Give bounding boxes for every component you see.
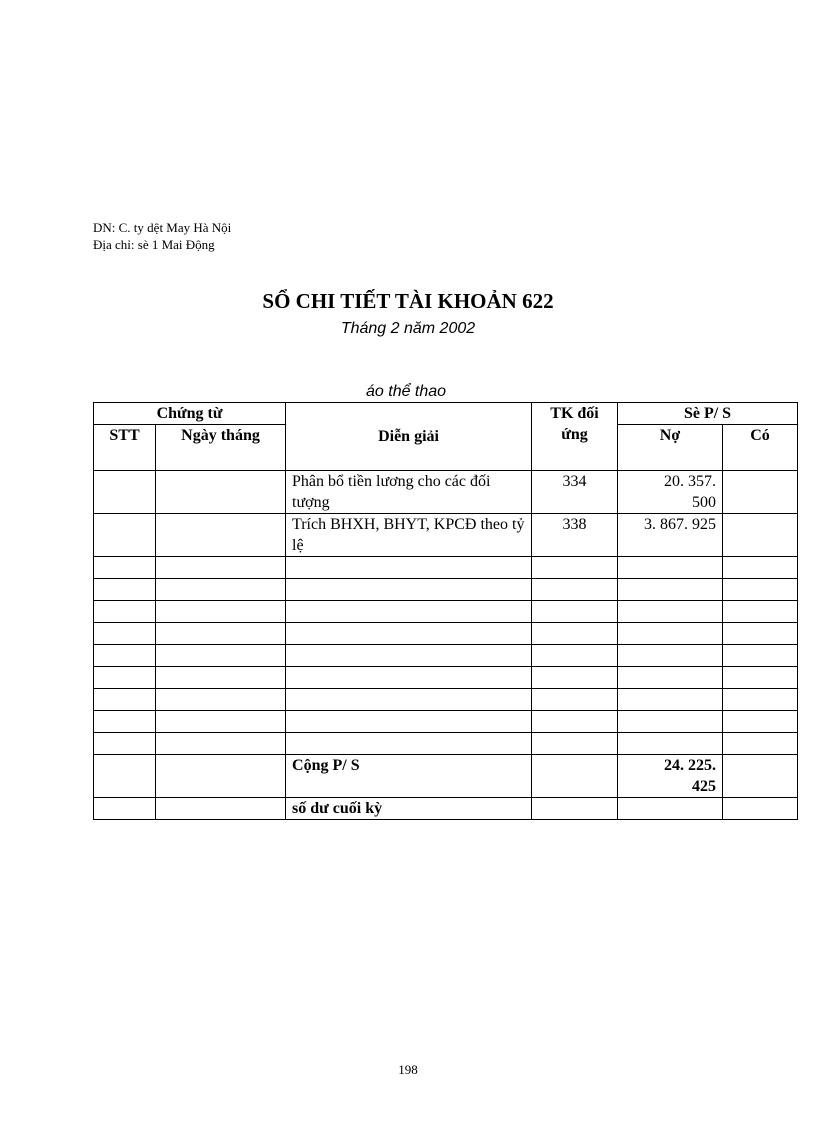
table-header-row (94, 403, 798, 425)
cell-stt (94, 471, 156, 514)
cell-tk: 334 (532, 471, 618, 514)
header-ngay-thang: Ngày tháng (156, 425, 286, 471)
cell-ngay (156, 514, 286, 557)
cell-dien-giai: Trích BHXH, BHYT, KPCĐ theo tỷ lệ (286, 514, 532, 557)
header-no: Nợ (618, 425, 723, 471)
table-row (94, 667, 798, 689)
table-row (94, 514, 798, 557)
total-row (94, 755, 798, 798)
balance-label: số dư cuối kỳ (286, 798, 532, 820)
header-chung-tu: Chứng từ (94, 403, 286, 425)
page-number: 198 (398, 1062, 418, 1077)
product-name: áo thể thao (366, 383, 447, 400)
header-stt: STT (94, 425, 156, 471)
page-title: SỔ CHI TIẾT TÀI KHOẢN 622 (262, 289, 554, 313)
cell-co (723, 471, 798, 514)
cell-stt (94, 514, 156, 557)
company-name: DN: C. ty dệt May Hà Nội (93, 220, 232, 235)
cell-dien-giai: Phân bổ tiền lương cho các đối tượng (286, 471, 532, 514)
table-row (94, 557, 798, 579)
table-row (94, 601, 798, 623)
table-row (94, 579, 798, 601)
table-row (94, 645, 798, 667)
balance-row (94, 798, 798, 820)
header-tk-doi-ung: TK đối ứng (532, 403, 618, 471)
cell-ngay (156, 471, 286, 514)
total-label: Cộng P/ S (286, 755, 532, 798)
header-co: Có (723, 425, 798, 471)
table-row (94, 623, 798, 645)
page-subtitle: Tháng 2 năm 2002 (340, 320, 476, 337)
company-address: Địa chỉ: sè 1 Mai Động (93, 237, 215, 252)
cell-co (723, 514, 798, 557)
cell-no: 3. 867. 925 (618, 514, 723, 557)
document-header (93, 219, 231, 253)
header-so-phat-sinh: Sè P/ S (618, 403, 798, 425)
table-row (94, 733, 798, 755)
table-row (94, 471, 798, 514)
ledger-table (93, 402, 798, 820)
table-row (94, 711, 798, 733)
cell-no: 20. 357. 500 (618, 471, 723, 514)
table-row (94, 689, 798, 711)
header-dien-giai: Diễn giải (286, 403, 532, 471)
total-no: 24. 225. 425 (618, 755, 723, 798)
cell-tk: 338 (532, 514, 618, 557)
